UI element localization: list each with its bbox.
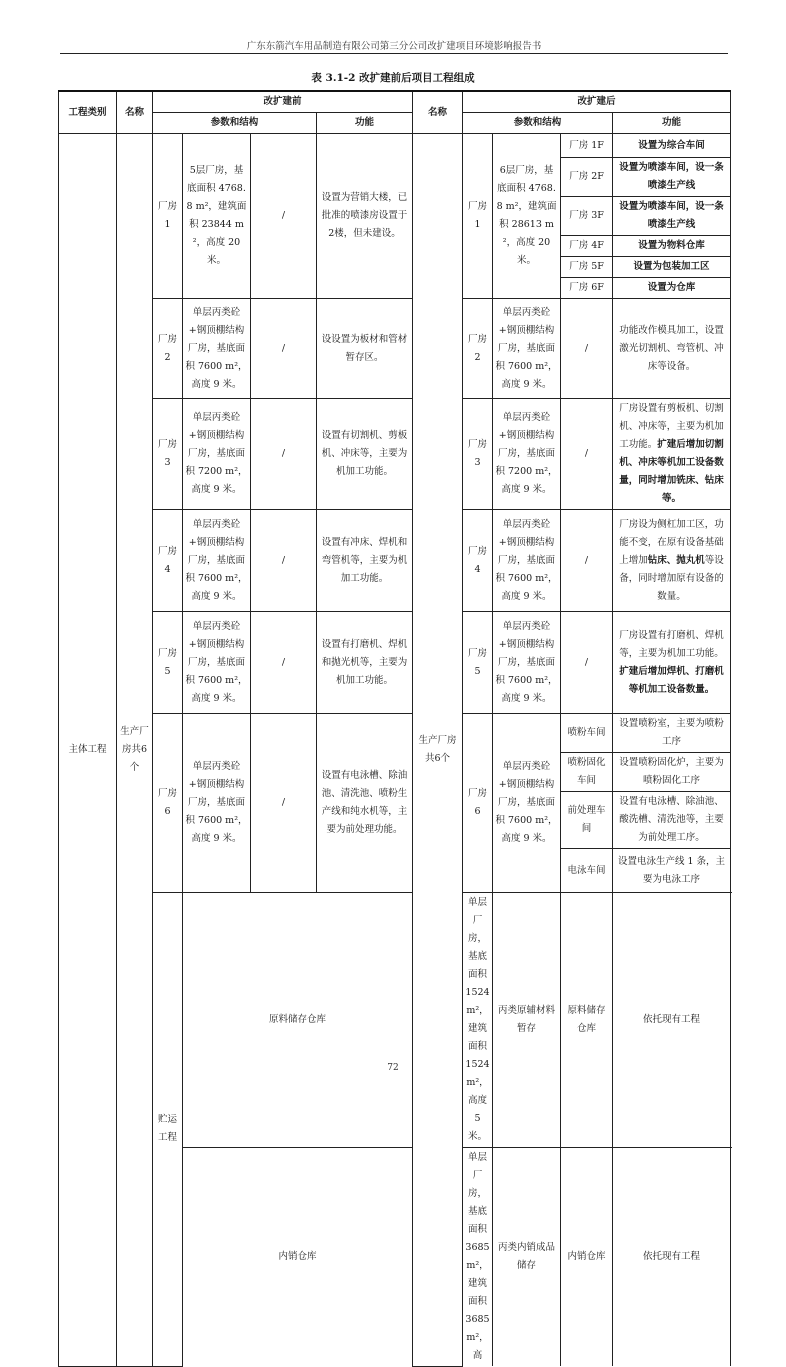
after-func-4-bold: 钻床、抛丸机 [647,554,705,566]
col-after-header: 改扩建后 [463,91,731,113]
before-func-3: 设置有切割机、剪板机、冲床等，主要为机加工功能。 [317,399,413,510]
after-func-4-tail: 等设备，同时增加原有设备的数量。 [619,554,724,602]
table-row [59,612,731,714]
after-bldg-6: 厂房6 [463,714,493,893]
col-after-params-header: 参数和结构 [463,113,613,134]
floor-function: 设置为喷漆车间，设一条喷漆生产线 [613,197,731,236]
after-slash-2: / [561,299,613,399]
after-bldg-5: 厂房5 [463,612,493,714]
floor-function: 设置为包装加工区 [613,257,731,278]
col-before-header: 改扩建前 [153,91,413,113]
after-bldg-4: 厂房4 [463,510,493,612]
storage-after-2: 依托现有工程 [613,1148,731,1367]
before-slash-1: / [251,134,317,299]
before-params-2: 单层丙类砼+钢顶棚结构厂房，基底面积 7600 m²，高度 9 米。 [183,299,251,399]
floor-label: 厂房 3F [561,197,613,236]
before-func-2: 设设置为板材和管材暂存区。 [317,299,413,399]
after-func-5-plain: 厂房设置有打磨机、焊机等，主要为机加工功能。 [619,629,724,659]
after-bldg-3: 厂房3 [463,399,493,510]
floor-label: 厂房 1F [561,134,613,158]
after-slash-4: / [561,510,613,612]
before-bldg-2: 厂房2 [153,299,183,399]
before-params-5: 单层丙类砼+钢顶棚结构厂房，基底面积 7600 m²，高度 9 米。 [183,612,251,714]
project-composition-table [58,90,731,1367]
before-func-4: 设置有冲床、焊机和弯管机等，主要为机加工功能。 [317,510,413,612]
table-row [59,510,731,612]
storage-func-1: 丙类原辅材料暂存 [493,893,561,1148]
after-func-3 [613,399,731,510]
header-row-1 [59,91,731,113]
after-slash-5: / [561,612,613,714]
after-bldg-1: 厂房1 [463,134,493,299]
table-row [59,893,731,1148]
after-params-4: 单层丙类砼+钢顶棚结构厂房，基底面积 7600 m²，高度 9 米。 [493,510,561,612]
col-after-function-header: 功能 [613,113,731,134]
before-slash-3: / [251,399,317,510]
before-func-5: 设置有打磨机、焊机和抛光机等，主要为机加工功能。 [317,612,413,714]
after-func-2: 功能改作模具加工，设置激光切割机、弯管机、冲床等设备。 [613,299,731,399]
floor-label: 厂房 2F [561,158,613,197]
storage-name-1: 原料储存仓库 [183,893,413,1148]
page-number: 72 [387,1063,399,1073]
before-slash-6: / [251,714,317,893]
table-row [59,299,731,399]
floor-label: 厂房 4F [561,236,613,257]
col-before-function-header: 功能 [317,113,413,134]
before-params-3: 单层丙类砼+钢顶棚结构厂房，基底面积 7200 m²，高度 9 米。 [183,399,251,510]
before-bldg-1: 厂房1 [153,134,183,299]
storage-after-name-1: 原料储存仓库 [561,893,613,1148]
storage-category-cell: 贮运工程 [153,893,183,1367]
after-func-5-bold: 扩建后增加焊机、打磨机等机加工设备数量。 [619,665,724,695]
workshop-function: 设置有电泳槽、除油池、酸洗槽、清洗池等，主要为前处理工序。 [613,792,731,849]
before-bldg-6: 厂房6 [153,714,183,893]
after-plant-group: 生产厂房共6个 [413,134,463,1367]
before-params-6: 单层丙类砼+钢顶棚结构厂房，基底面积 7600 m²，高度 9 米。 [183,714,251,893]
workshop-name: 前处理车间 [561,792,613,849]
workshop-function: 设置电泳生产线 1 条，主要为电泳工序 [613,849,731,893]
col-category-header: 工程类别 [59,91,117,134]
header-rule [60,53,728,54]
before-params-1: 5层厂房，基底面积 4768.8 m²，建筑面积 23844 m²，高度 20 米。 [183,134,251,299]
table-caption: 表 3.1-2 改扩建前后项目工程组成 [311,72,475,84]
after-params-2: 单层丙类砼+钢顶棚结构厂房，基底面积 7600 m²，高度 9 米。 [493,299,561,399]
workshop-name: 喷粉车间 [561,714,613,753]
running-header: 广东东箭汽车用品制造有限公司第三分公司改扩建项目环境影响报告书 [246,41,542,52]
before-plant-group: 生产厂房共6个 [117,134,153,1367]
after-func-3-plain: 厂房设置有剪板机、切割机、冲床等，主要为机加工功能。 [619,403,724,450]
after-func-4 [613,510,731,612]
before-func-1: 设置为营销大楼，已批准的喷漆房设置于2楼，但未建设。 [317,134,413,299]
before-slash-4: / [251,510,317,612]
table-row [59,134,731,158]
floor-function: 设置为仓库 [613,278,731,299]
before-params-4: 单层丙类砼+钢顶棚结构厂房，基底面积 7600 m²，高度 9 米。 [183,510,251,612]
floor-function: 设置为综合车间 [613,134,731,158]
after-params-1: 6层厂房，基底面积 4768.8 m²，建筑面积 28613 m²，高度 20 米。 [493,134,561,299]
after-params-3: 单层丙类砼+钢顶棚结构厂房，基底面积 7200 m²，高度 9 米。 [493,399,561,510]
floor-label: 厂房 5F [561,257,613,278]
workshop-name: 电泳车间 [561,849,613,893]
before-bldg-5: 厂房5 [153,612,183,714]
before-bldg-3: 厂房3 [153,399,183,510]
after-params-5: 单层丙类砼+钢顶棚结构厂房，基底面积 7600 m²，高度 9 米。 [493,612,561,714]
main-category-cell: 主体工程 [59,134,117,1367]
storage-params-2: 单层厂房，基底面积 3685m²，建筑面积 3685m²，高 [463,1148,493,1367]
after-params-6: 单层丙类砼+钢顶棚结构厂房，基底面积 7600 m²，高度 9 米。 [493,714,561,893]
after-func-5 [613,612,731,714]
table-row [59,714,731,753]
col-name2-header: 名称 [413,91,463,134]
col-name-header: 名称 [117,91,153,134]
after-func-4-plain: 厂房设为侧杠加工区，功能不变，在原有设备基础上增加 [619,518,724,566]
before-bldg-4: 厂房4 [153,510,183,612]
after-slash-3: / [561,399,613,510]
storage-params-1: 单层厂房，基底面积 1524m²，建筑面积 1524m²，高度 5 米。 [463,893,493,1148]
storage-after-1: 依托现有工程 [613,893,731,1148]
workshop-name: 喷粉固化车间 [561,753,613,792]
floor-label: 厂房 6F [561,278,613,299]
header-row-2 [59,113,731,134]
floor-function: 设置为喷漆车间，设一条喷漆生产线 [613,158,731,197]
workshop-function: 设置喷粉室，主要为喷粉工序 [613,714,731,753]
storage-name-2: 内销仓库 [183,1148,413,1367]
table-row [59,399,731,510]
storage-after-name-2: 内销仓库 [561,1148,613,1367]
col-before-params-header: 参数和结构 [153,113,317,134]
after-bldg-2: 厂房2 [463,299,493,399]
storage-func-2: 丙类内销成品储存 [493,1148,561,1367]
before-slash-5: / [251,612,317,714]
before-func-6: 设置有电泳槽、除油池、清洗池、喷粉生产线和纯水机等，主要为前处理功能。 [317,714,413,893]
workshop-function: 设置喷粉固化炉，主要为喷粉固化工序 [613,753,731,792]
before-slash-2: / [251,299,317,399]
floor-function: 设置为物料仓库 [613,236,731,257]
after-func-3-bold: 扩建后增加切割机、冲床等机加工设备数量，同时增加铣床、钻床等。 [619,439,724,504]
